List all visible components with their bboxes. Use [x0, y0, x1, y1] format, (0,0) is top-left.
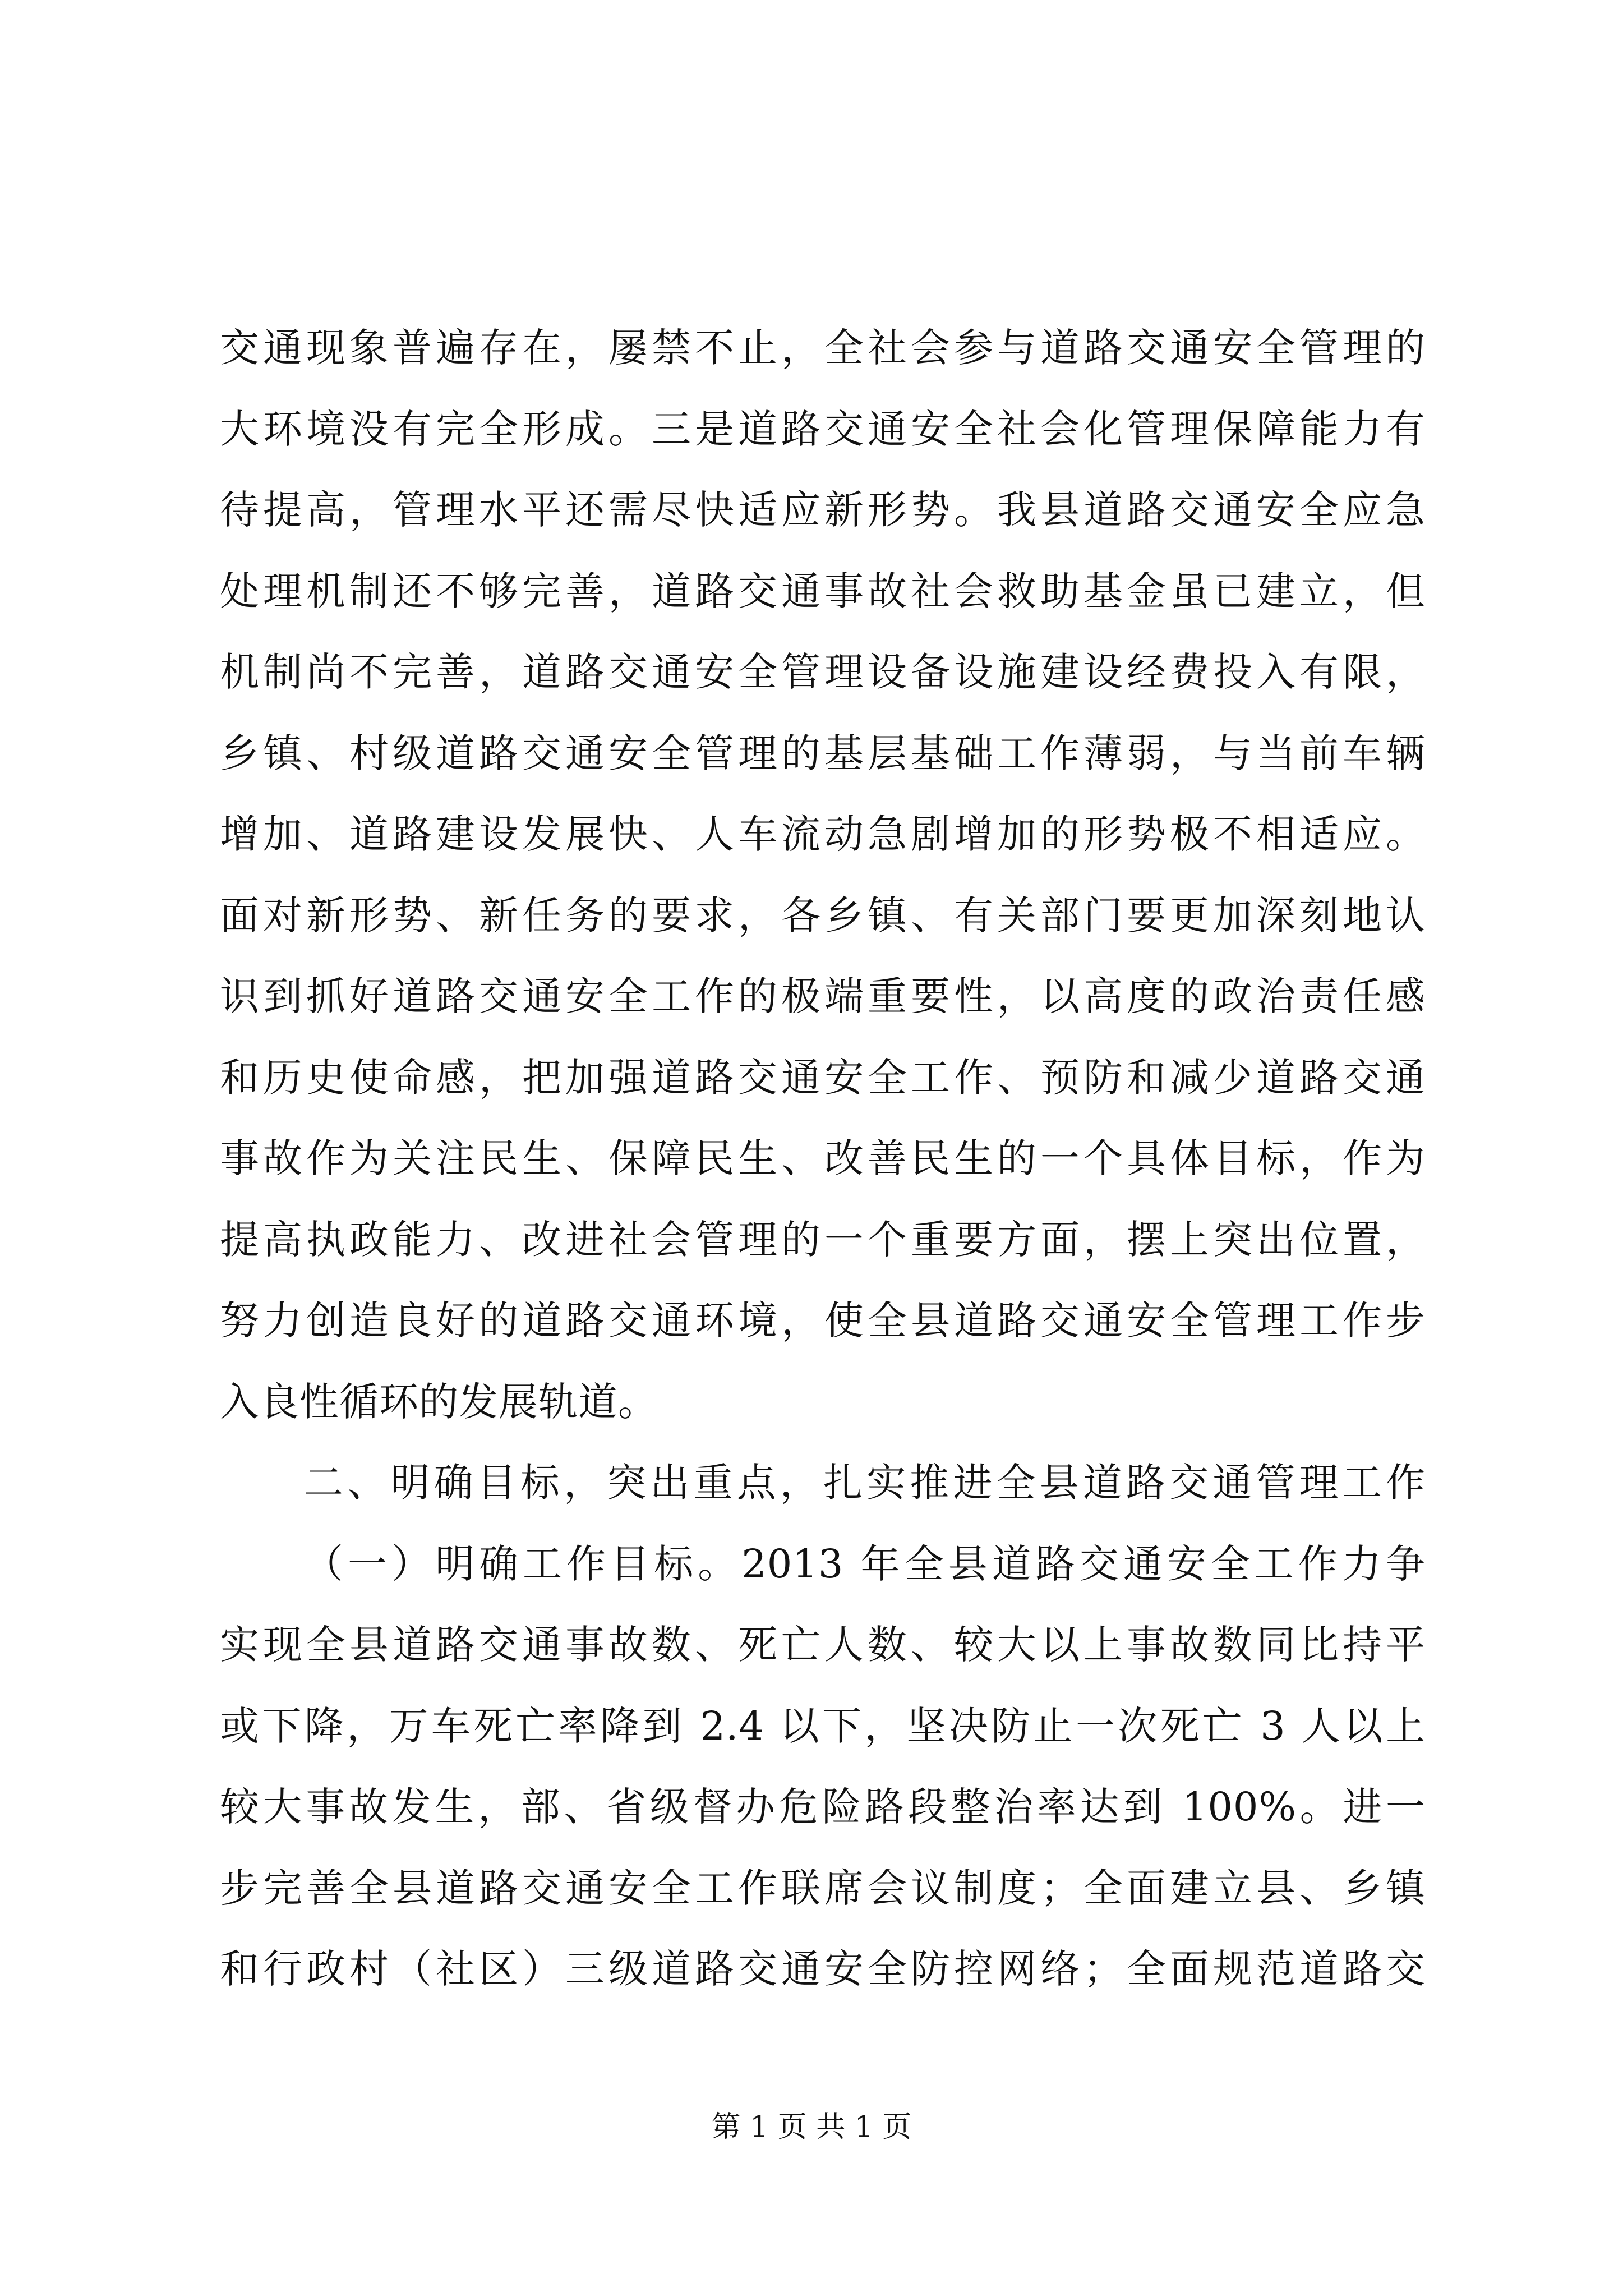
body-line: 交通现象普遍存在，屡禁不止，全社会参与道路交通安全管理的 — [220, 325, 1426, 371]
body-line: 步完善全县道路交通安全工作联席会议制度；全面建立县、乡镇 — [220, 1865, 1426, 1911]
body-line: 实现全县道路交通事故数、死亡人数、较大以上事故数同比持平 — [220, 1622, 1426, 1668]
document-body — [220, 307, 1426, 2010]
body-line: 和行政村（社区）三级道路交通安全防控网络；全面规范道路交 — [220, 1946, 1426, 1992]
body-line: 机制尚不完善，道路交通安全管理设备设施建设经费投入有限， — [220, 649, 1426, 695]
subsection-heading: （一）明确工作目标。2013 年全县道路交通安全工作力争 — [304, 1540, 1426, 1587]
body-line: 入良性循环的发展轨道。 — [220, 1378, 658, 1425]
section-heading: 二、明确目标，突出重点，扎实推进全县道路交通管理工作 — [304, 1460, 1426, 1506]
body-line: 面对新形势、新任务的要求，各乡镇、有关部门要更加深刻地认 — [220, 892, 1426, 938]
body-line: 提高执政能力、改进社会管理的一个重要方面，摆上突出位置， — [220, 1216, 1426, 1263]
body-line: 或下降，万车死亡率降到 2.4 以下，坚决防止一次死亡 3 人以上 — [220, 1703, 1426, 1749]
body-line: 识到抓好道路交通安全工作的极端重要性，以高度的政治责任感 — [220, 973, 1426, 1019]
body-line: 待提高，管理水平还需尽快适应新形势。我县道路交通安全应急 — [220, 487, 1426, 533]
body-line: 大环境没有完全形成。三是道路交通安全社会化管理保障能力有 — [220, 406, 1426, 452]
body-line: 和历史使命感，把加强道路交通安全工作、预防和减少道路交通 — [220, 1054, 1426, 1101]
page-number-footer: 第 1 页 共 1 页 — [711, 2110, 912, 2144]
body-line: 乡镇、村级道路交通安全管理的基层基础工作薄弱，与当前车辆 — [220, 730, 1426, 776]
body-line: 处理机制还不够完善，道路交通事故社会救助基金虽已建立，但 — [220, 568, 1426, 614]
body-line: 事故作为关注民生、保障民生、改善民生的一个具体目标，作为 — [220, 1135, 1426, 1181]
body-line: 较大事故发生，部、省级督办危险路段整治率达到 100%。进一 — [220, 1784, 1426, 1830]
body-line: 努力创造良好的道路交通环境，使全县道路交通安全管理工作步 — [220, 1297, 1426, 1343]
body-line: 增加、道路建设发展快、人车流动急剧增加的形势极不相适应。 — [220, 811, 1426, 857]
